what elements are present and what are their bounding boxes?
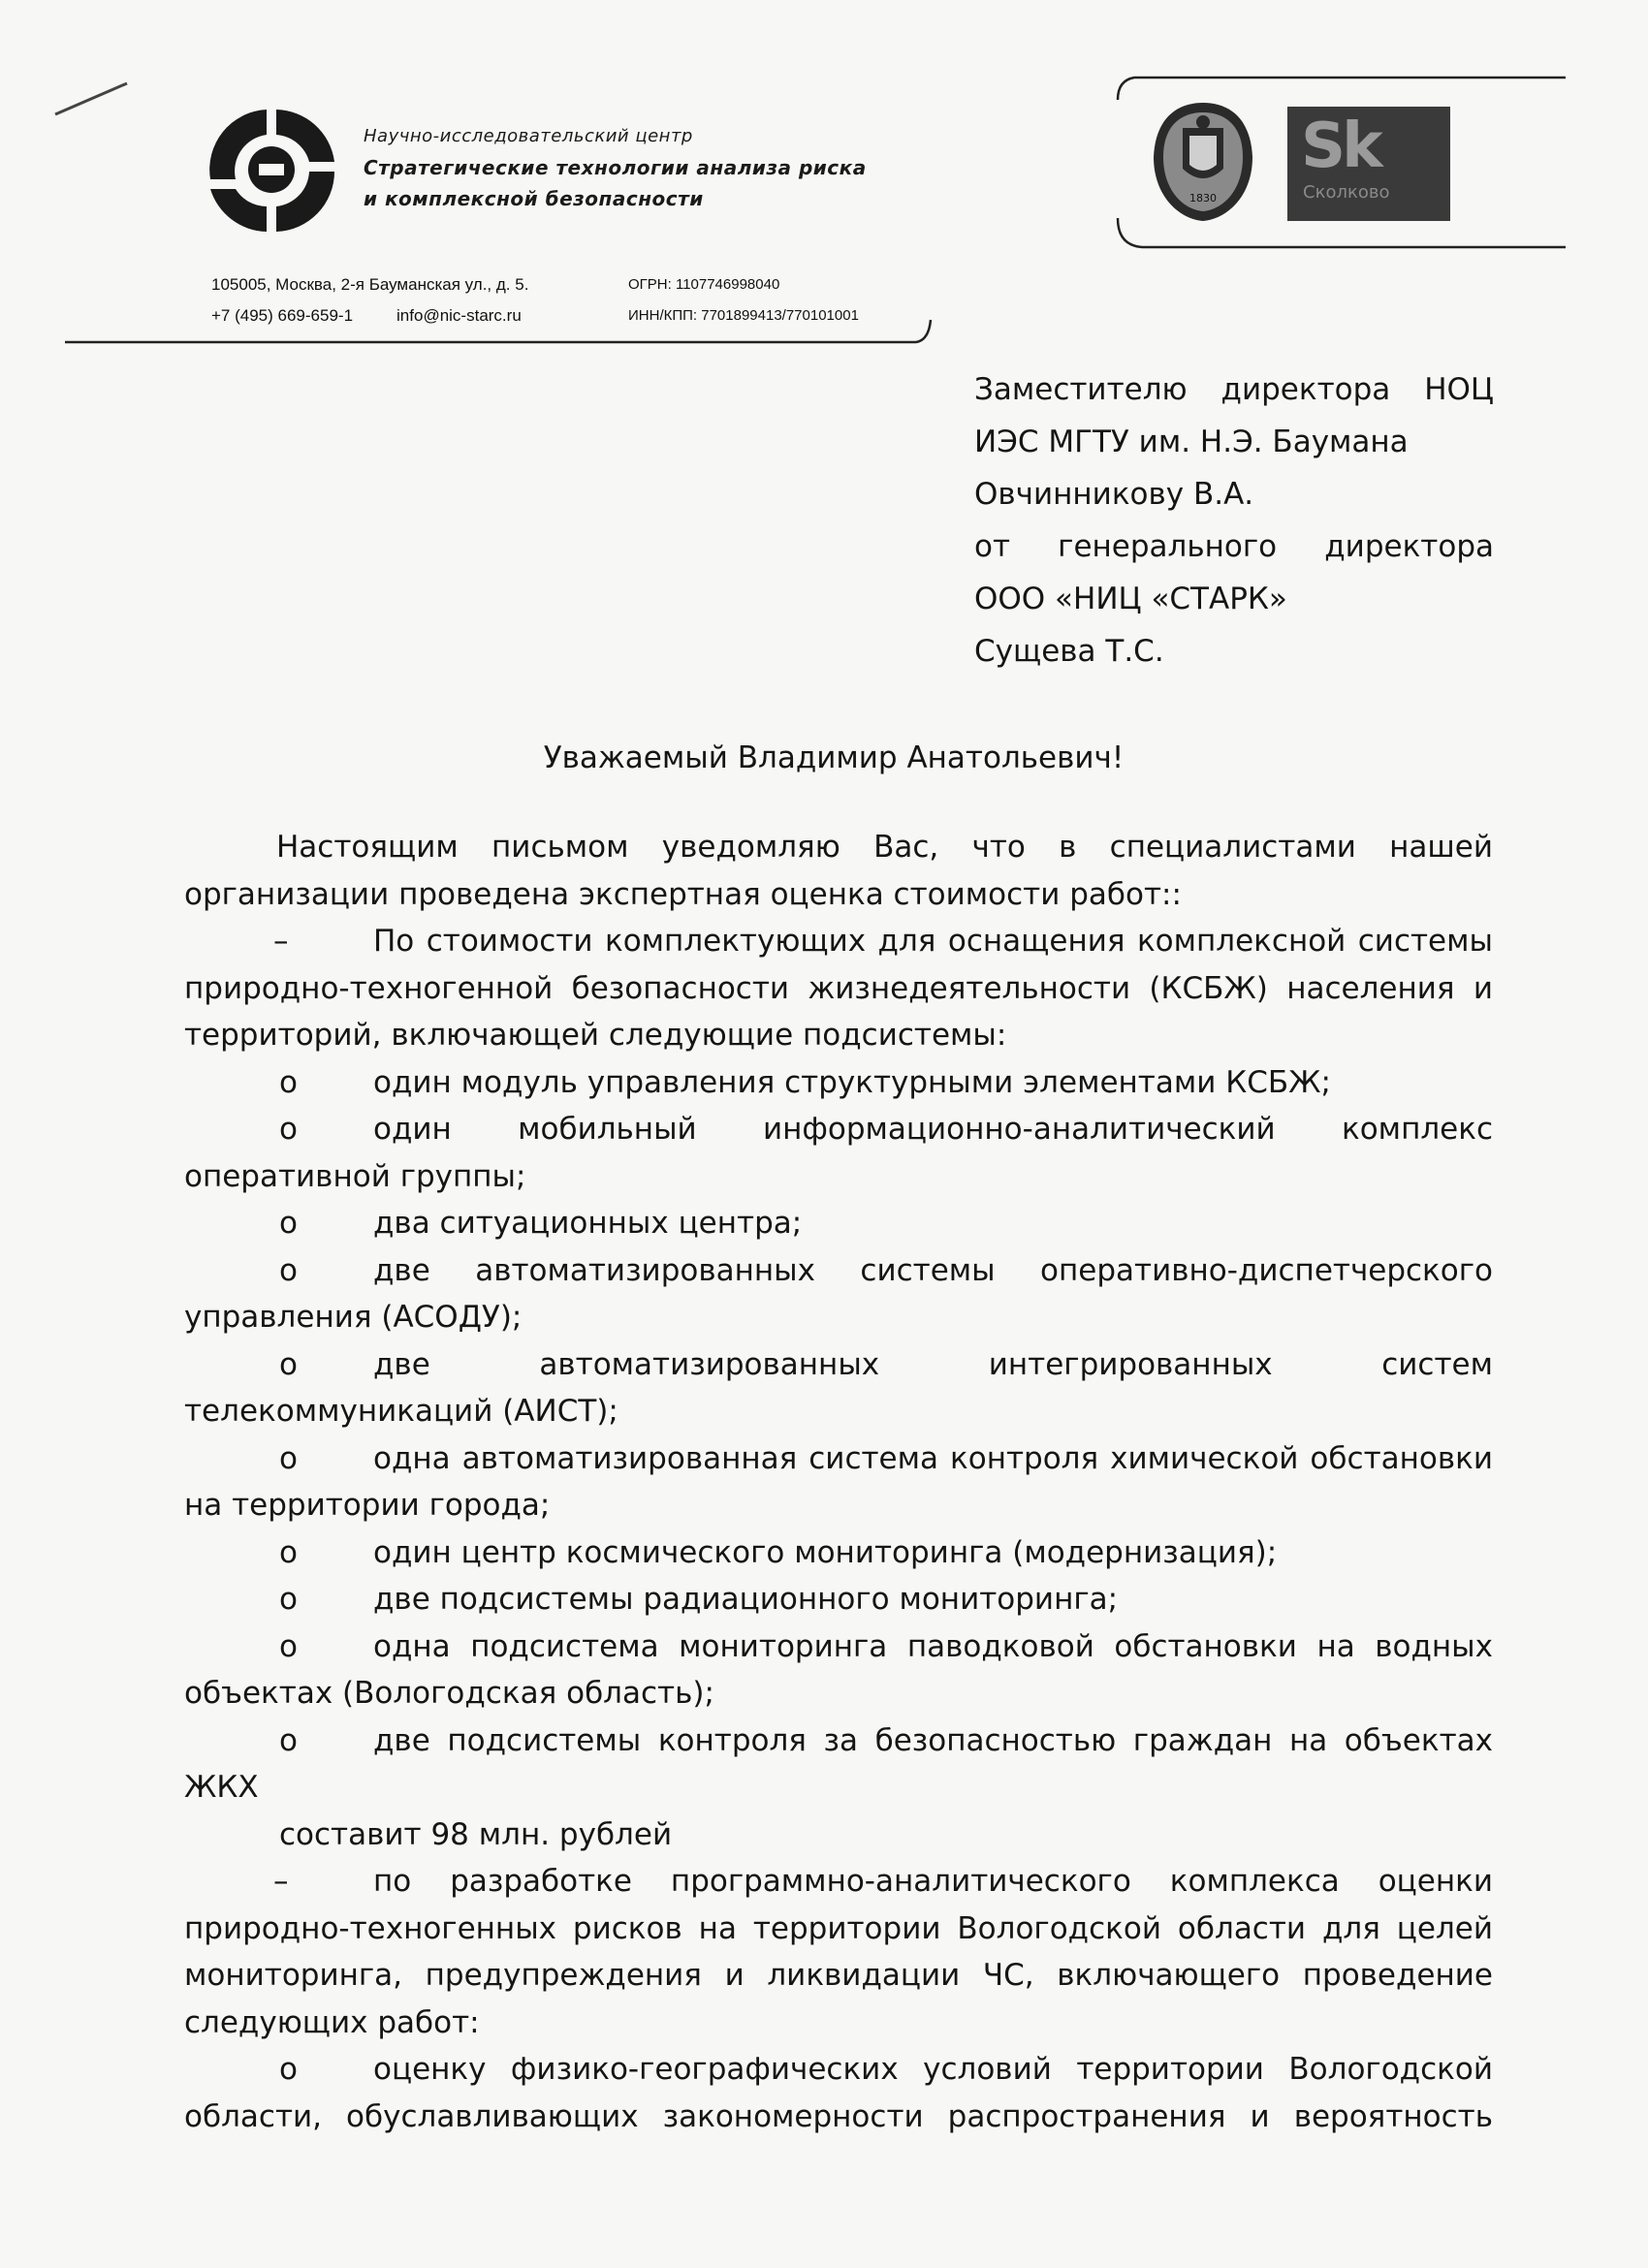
circle-marker: o	[279, 1064, 298, 1100]
list-item	[184, 1623, 1493, 1717]
org-name-line2: Стратегические технологии анализа риска	[364, 156, 867, 179]
item-text: две подсистемы радиационного мониторинга;	[373, 1582, 1119, 1617]
item-text: две подсистемы контроля за безопасностью граждан на объектах ЖКХ	[184, 1722, 1493, 1805]
org-name-line1: Научно-исследовательский центр	[364, 126, 693, 146]
item-text: два ситуационных центра;	[373, 1206, 803, 1241]
item-text: одна подсистема мониторинга паводковой обстановки на водных объектах (Вологодская область);	[184, 1628, 1493, 1711]
company-logo-icon	[199, 102, 344, 237]
phone: +7 (495) 669-659-1	[211, 306, 354, 325]
list-item	[184, 918, 1493, 1059]
addressee-line2: ИЭС МГТУ им. Н.Э. Баумана	[974, 425, 1409, 459]
item-text: одна автоматизированная система контроля химической обстановки на территории города;	[184, 1440, 1493, 1523]
dash-marker: –	[273, 1864, 289, 1899]
list-item	[184, 1435, 1493, 1529]
list-item	[184, 1247, 1493, 1341]
addressee-line3: Овчинникову В.А.	[974, 477, 1254, 512]
skolkovo-logo	[1287, 107, 1450, 221]
item-text: один центр космического мониторинга (модернизация);	[373, 1534, 1278, 1570]
circle-marker: o	[279, 1722, 298, 1758]
list-item	[184, 1106, 1493, 1200]
letter-body	[184, 824, 1493, 2140]
university-crest-icon	[1146, 99, 1260, 225]
circle-marker: o	[279, 2052, 298, 2087]
ogrn: ОГРН: 1107746998040	[628, 276, 780, 293]
header-divider	[63, 315, 935, 354]
circle-marker: o	[279, 1206, 298, 1241]
circle-marker: o	[279, 1582, 298, 1617]
item-text: две автоматизированных системы оперативно-диспетчерского управления (АСОДУ);	[184, 1252, 1493, 1335]
list-item	[184, 1529, 1493, 1577]
pen-stroke-mark	[53, 79, 131, 118]
item-text: один мобильный информационно-аналитический комплекс оперативной группы;	[184, 1112, 1493, 1194]
item-text: две автоматизированных интегрированных систем телекоммуникаций (АИСТ);	[184, 1346, 1493, 1429]
skolkovo-logo-letters: Sk	[1301, 110, 1379, 182]
circle-marker: o	[279, 1440, 298, 1476]
salutation: Уважаемый Владимир Анатольевич!	[543, 740, 1125, 775]
list-item	[184, 1341, 1493, 1435]
circle-marker: o	[279, 1346, 298, 1382]
circle-marker: o	[279, 1252, 298, 1288]
circle-marker: o	[279, 1112, 298, 1147]
list-item	[184, 1576, 1493, 1623]
org-name-line3: и комплексной безопасности	[364, 187, 704, 210]
organization-name	[364, 121, 945, 214]
addressee-line6: Сущева Т.С.	[974, 634, 1164, 669]
addressee-line4: от генерального директора	[974, 529, 1494, 564]
dash-marker: –	[273, 924, 289, 959]
skolkovo-logo-text: Сколково	[1303, 182, 1390, 203]
circle-marker: o	[279, 1628, 298, 1664]
item-text: по разработке программно-аналитического комплекса оценки природно-техногенных рисков на территории Вологодской области для целей мониторинга, предупреждения и ликвидации ЧС, включающего проведение следующих работ:	[184, 1864, 1493, 2040]
list-item	[184, 1059, 1493, 1107]
list-item	[184, 1717, 1493, 1811]
email-link[interactable]: info@nic-starc.ru	[396, 306, 522, 325]
item-text: оценку физико-географических условий территории Вологодской области, обуславливающих закономерности распространения и вероятность	[184, 2052, 1493, 2134]
circle-marker: o	[279, 1534, 298, 1570]
list-item	[184, 1200, 1493, 1247]
item-text: По стоимости комплектующих для оснащения комплексной системы природно-техногенной безопасности жизнедеятельности (КСБЖ) населения и территорий, включающей следующие подсистемы:	[184, 924, 1493, 1053]
list-item	[184, 1858, 1493, 2046]
intro-paragraph: Настоящим письмом уведомляю Вас, что в специалистами нашей организации проведена экспертная оценка стоимости работ::	[184, 830, 1493, 912]
addressee-block	[974, 363, 1494, 677]
item-text: один модуль управления структурными элементами КСБЖ;	[373, 1064, 1331, 1100]
addressee-line1: Заместителю директора НОЦ	[974, 372, 1494, 407]
address: 105005, Москва, 2-я Бауманская ул., д. 5.	[211, 275, 529, 294]
total-cost: составит 98 млн. рублей	[279, 1816, 673, 1852]
inn-kpp: ИНН/КПП: 7701899413/770101001	[628, 307, 859, 324]
addressee-line5: ООО «НИЦ «СТАРК»	[974, 582, 1287, 616]
list-item	[184, 2046, 1493, 2140]
crest-year: 1830	[1189, 192, 1217, 205]
